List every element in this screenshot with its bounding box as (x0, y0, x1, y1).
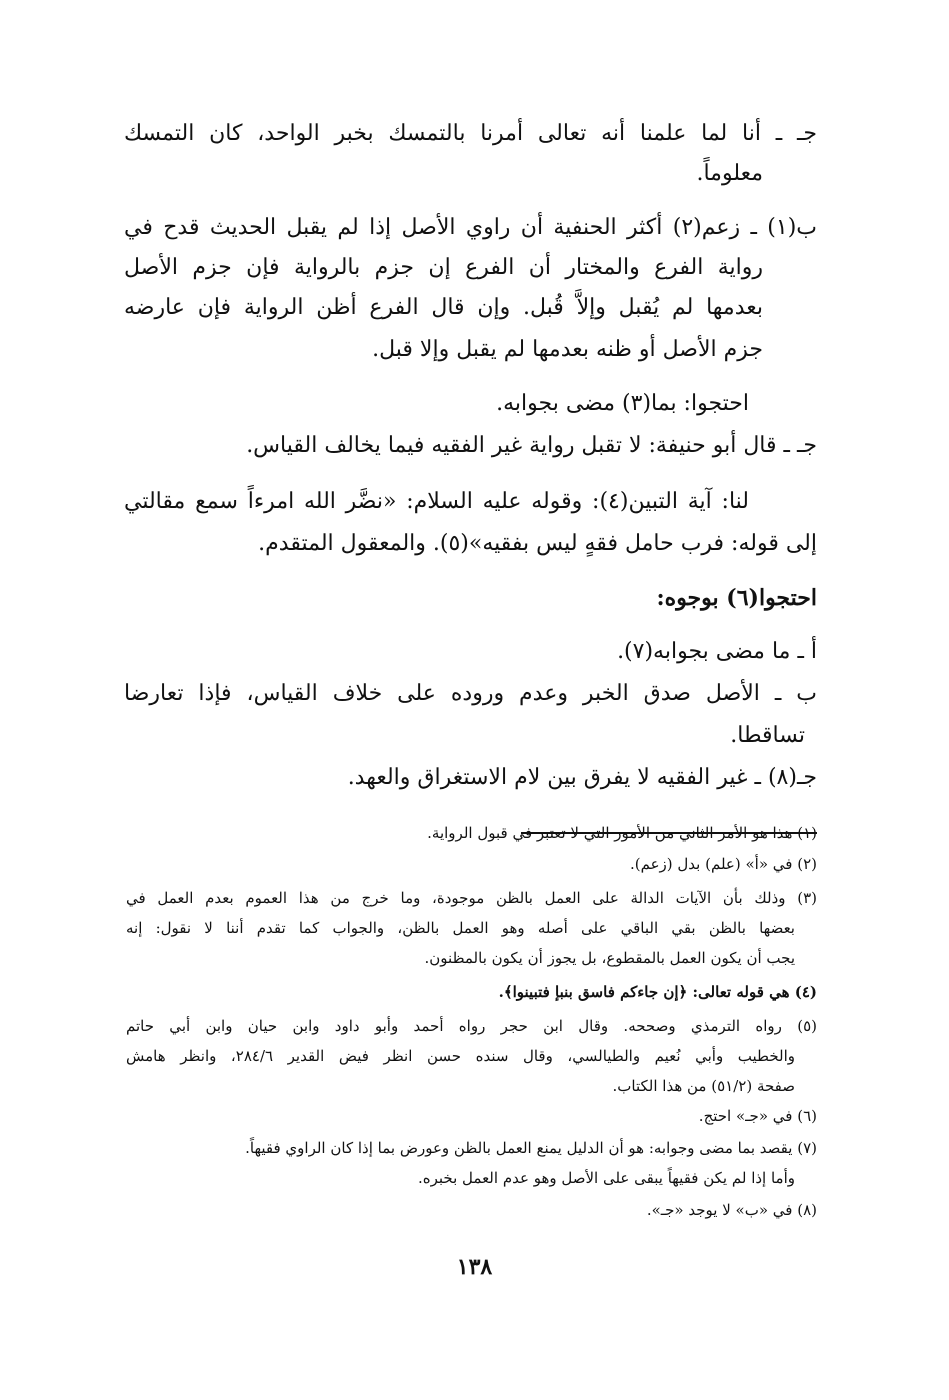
section-heading: احتجوا(٦) بوجوه: (656, 585, 817, 611)
footnote-line: (٢) في «أ» (علم) بدل (زعم). (629, 855, 817, 873)
footnote-line: والخطيب وأبي نُعيم والطيالسي، وقال سنده حسن انظر فيض القدير ٢٨٤/٦، وانظر هامش (126, 1047, 796, 1065)
footnote-line: يجب أن يكون العمل بالمقطوع، بل يجوز أن يكون بالمظنون. (424, 949, 795, 967)
main-text-line: تساقطا. (730, 723, 805, 748)
main-text-line: جـ ـ قال أبو حنيفة: لا تقبل رواية غير الفقيه فيما يخالف القياس. (246, 433, 817, 458)
footnote-line: بعضها بالظن بقي الباقي على أصله وهو العمل بالظن، والجواب كما تقدم أننا لا نقول: إنه (126, 919, 795, 937)
footnote-line: (٨) في «ب» لا يوجد «جـ». (646, 1201, 817, 1219)
main-text-line: إلى قوله: فرب حامل فقهٍ ليس بفقيه»(٥). والمعقول المتقدم. (258, 531, 817, 556)
footnote-line: (٥) رواه الترمذي وصححه. وقال ابن حجر رواه أحمد وأبو داود وابن حيان وابن أبي حاتم (126, 1017, 817, 1035)
footnote-line: صفحة (٥١/٢) من هذا الكتاب. (612, 1077, 795, 1095)
footnote-line: (٤) هي قوله تعالى: ﴿إن جاءكم فاسق بنبإ فتبينوا﴾. (498, 983, 817, 1001)
main-text-line: ب ـ الأصل صدق الخبر وعدم وروده على خلاف القياس، فإذا تعارضا (124, 681, 817, 706)
main-text-line: أ ـ ما مضى بجوابه(٧). (617, 639, 817, 664)
footnote-line: (٦) في «جـ» احتج. (698, 1107, 817, 1125)
main-text-line: احتجوا: بما(٣) مضى بجوابه. (496, 391, 749, 416)
main-text-line: ب(١) ـ زعم(٢) أكثر الحنفية أن راوي الأصل إذا لم يقبل الحديث قدح في (124, 215, 817, 240)
main-text-line: جـ ـ أنا لما علمنا أنه تعالى أمرنا بالتمسك بخبر الواحد، كان التمسك (124, 121, 817, 146)
main-text-line: معلوماً. (696, 161, 763, 186)
footnote-line: (٧) يقصد بما مضى وجوابه: هو أن الدليل يمنع العمل بالظن وعورض بما إذا كان الراوي فقيهاً. (245, 1139, 817, 1157)
footnote-line: (٣) وذلك بأن الآيات الدالة على العمل بالظن موجودة، وما خرج من هذا العموم بعدم العمل في (126, 889, 817, 907)
main-text-line: لنا: آية التبين(٤): وقوله عليه السلام: «نضَّر الله امرءاً سمع مقالتي (124, 489, 749, 514)
main-text-line: جـ(٨) ـ غير الفقيه لا يفرق بين لام الاستغراق والعهد. (347, 765, 817, 790)
page-number: ١٣٨ (456, 1254, 493, 1280)
footnote-line: وأما إذا لم يكن فقيهاً يبقى على الأصل وهو عدم العمل بخبره. (417, 1169, 795, 1187)
main-text-line: جزم الأصل أو ظنه بعدمها لم يقبل وإلا قبل. (372, 337, 763, 362)
footnote-line: (١) هذا هو الأمر الثاني من الأمور التي لا تعتبر في قبول الرواية. (427, 824, 817, 842)
main-text-line: بعدمها لم يُقبل وإلاَّ قُبل. وإن قال الفرع أظن الرواية فإن عارضه (124, 295, 763, 320)
main-text-line: رواية الفرع والمختار أن الفرع إن جزم بالرواية فإن جزم الأصل (124, 255, 763, 280)
